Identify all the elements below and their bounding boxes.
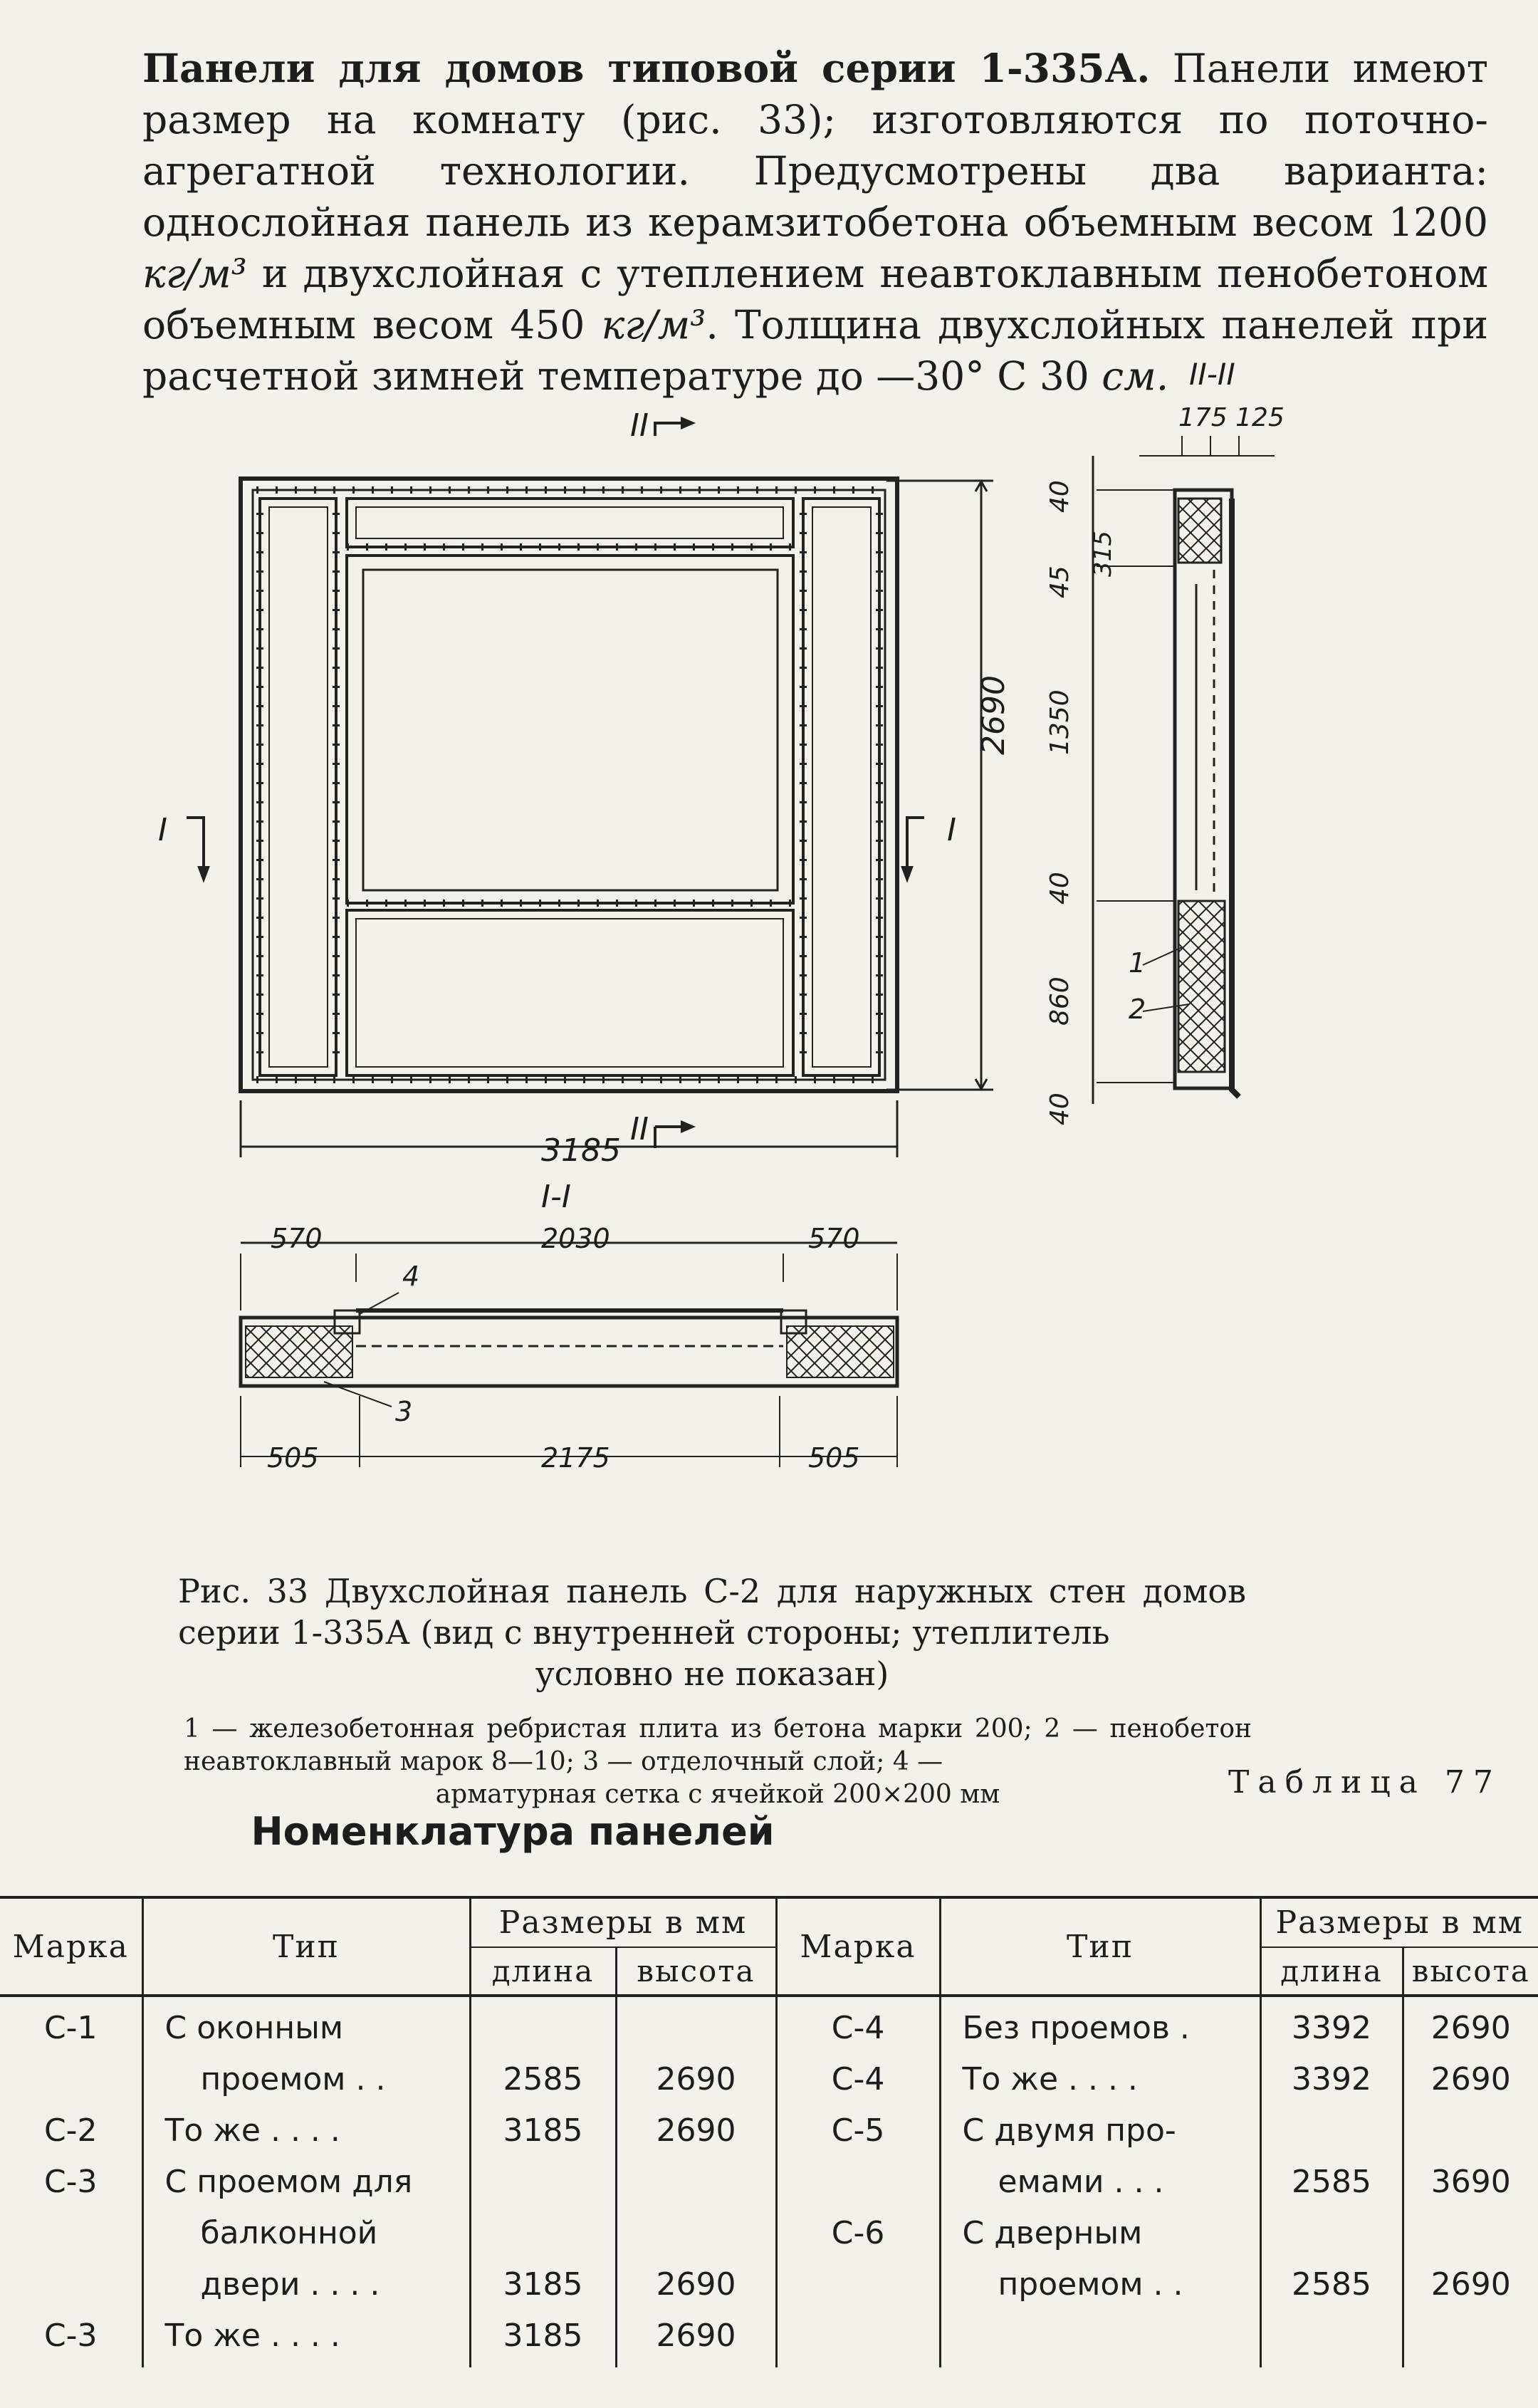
header-length: длина xyxy=(1260,1947,1403,1996)
dim-height-label: 2690 xyxy=(975,675,1012,755)
svg-text:40: 40 xyxy=(1045,480,1074,513)
caption-last-line: условно не показан) xyxy=(535,1654,889,1693)
callout-1: 1 xyxy=(1129,947,1146,979)
intro-text-2: и двухслойная с утеплением неавтоклавным пенобетоном объемным весом 450 xyxy=(142,251,1488,348)
header-height: высота xyxy=(1403,1947,1538,1996)
figure-legend xyxy=(184,1713,1252,1811)
figure-caption xyxy=(178,1570,1246,1694)
svg-text:40: 40 xyxy=(1045,1093,1074,1125)
intro-text-3: . Толщина двухслойных панелей при расчетной зимней температуре до —30° С 30 xyxy=(142,302,1488,399)
nomenclature-table xyxy=(0,1896,1538,2367)
caption-text: Рис. 33 Двухслойная панель С-2 для наружных стен домов серии 1-335А (вид с внутренней стороны; утеплитель xyxy=(178,1572,1246,1652)
dim-width-label: 3185 xyxy=(541,1132,621,1169)
callout-4: 4 xyxy=(402,1261,420,1292)
section-I-top-dims xyxy=(271,1223,860,1254)
callout-3: 3 xyxy=(395,1396,413,1427)
right-types: Без проемов . То же . . . . С двумя про- емами . . . С дверным проемом . . xyxy=(940,1996,1260,2367)
svg-text:860: 860 xyxy=(1045,976,1074,1026)
table-row xyxy=(0,1996,1538,2367)
svg-text:570: 570 xyxy=(808,1223,860,1254)
section-II-label: II-II xyxy=(1189,357,1235,392)
header-type: Тип xyxy=(940,1897,1260,1996)
left-heights: 2690 2690 2690 2690 xyxy=(616,1996,776,2367)
svg-text:45: 45 xyxy=(1045,565,1074,598)
svg-text:315: 315 xyxy=(1089,531,1117,577)
section-II-side-dims xyxy=(1045,480,1117,1125)
left-marks: С-1 С-2 С-3 С-3 xyxy=(0,1996,142,2367)
svg-text:40: 40 xyxy=(1045,872,1074,905)
legend-text: 1 — железобетонная ребристая плита из бетона марки 200; 2 — пенобетон неавтоклавный марок 8—10; 3 — отделочный слой; 4 — xyxy=(184,1714,1252,1776)
table-title: Номенклатура панелей xyxy=(251,1809,775,1854)
intro-unit-1: кг/м³ xyxy=(142,251,247,296)
panel-front-view xyxy=(241,479,897,1091)
svg-text:570: 570 xyxy=(271,1223,323,1254)
section-mark-right: I xyxy=(947,812,956,848)
section-mark-bottom: II xyxy=(630,1111,649,1147)
header-sizes: Размеры в мм xyxy=(1260,1897,1538,1947)
left-types: С оконным проемом . . То же . . . . С проемом для балконной двери . . . . То же . . . . xyxy=(142,1996,470,2367)
svg-text:2175: 2175 xyxy=(541,1442,610,1474)
svg-text:1350: 1350 xyxy=(1045,689,1074,755)
header-mark: Марка xyxy=(0,1897,142,1996)
section-markers xyxy=(187,419,924,1148)
section-II-top-dims: 175 125 xyxy=(1178,403,1285,432)
left-lengths: 2585 3185 3185 3185 xyxy=(470,1996,616,2367)
table-number: Таблица 77 xyxy=(1228,1764,1502,1800)
svg-text:505: 505 xyxy=(267,1442,319,1474)
height-dimension xyxy=(886,481,993,1090)
section-I-bottom-dims xyxy=(267,1442,860,1474)
svg-text:505: 505 xyxy=(808,1442,860,1474)
intro-text-1: Панели имеют размер на комнату (рис. 33); изготовляются по поточно-агрегатной технологии. Предусмотрены два варианта: однослойная панель из керамзитобетона объемным весом 1200 xyxy=(142,46,1488,245)
intro-unit-2: кг/м³ xyxy=(601,302,706,348)
header-sizes: Размеры в мм xyxy=(470,1897,776,1947)
right-heights: 2690 2690 3690 2690 xyxy=(1403,1996,1538,2367)
section-mark-top: II xyxy=(630,407,649,444)
section-II-view xyxy=(1093,436,1275,1104)
header-height: высота xyxy=(616,1947,776,1996)
header-type: Тип xyxy=(142,1897,470,1996)
section-I-label: I-I xyxy=(541,1179,571,1215)
intro-unit-3: см. xyxy=(1102,353,1169,399)
header-length: длина xyxy=(470,1947,616,1996)
legend-last-line: арматурная сетка с ячейкой 200×200 мм xyxy=(435,1780,1000,1809)
intro-lead: Панели для домов типовой серии 1-335А. xyxy=(142,45,1151,91)
right-marks: С-4 С-4 С-5 С-6 xyxy=(776,1996,940,2367)
section-mark-left: I xyxy=(158,812,167,848)
callout-2: 2 xyxy=(1129,994,1146,1025)
section-I-view xyxy=(241,1243,897,1467)
right-lengths: 3392 3392 2585 2585 xyxy=(1260,1996,1403,2367)
svg-text:2030: 2030 xyxy=(541,1223,610,1254)
header-mark: Марка xyxy=(776,1897,940,1996)
